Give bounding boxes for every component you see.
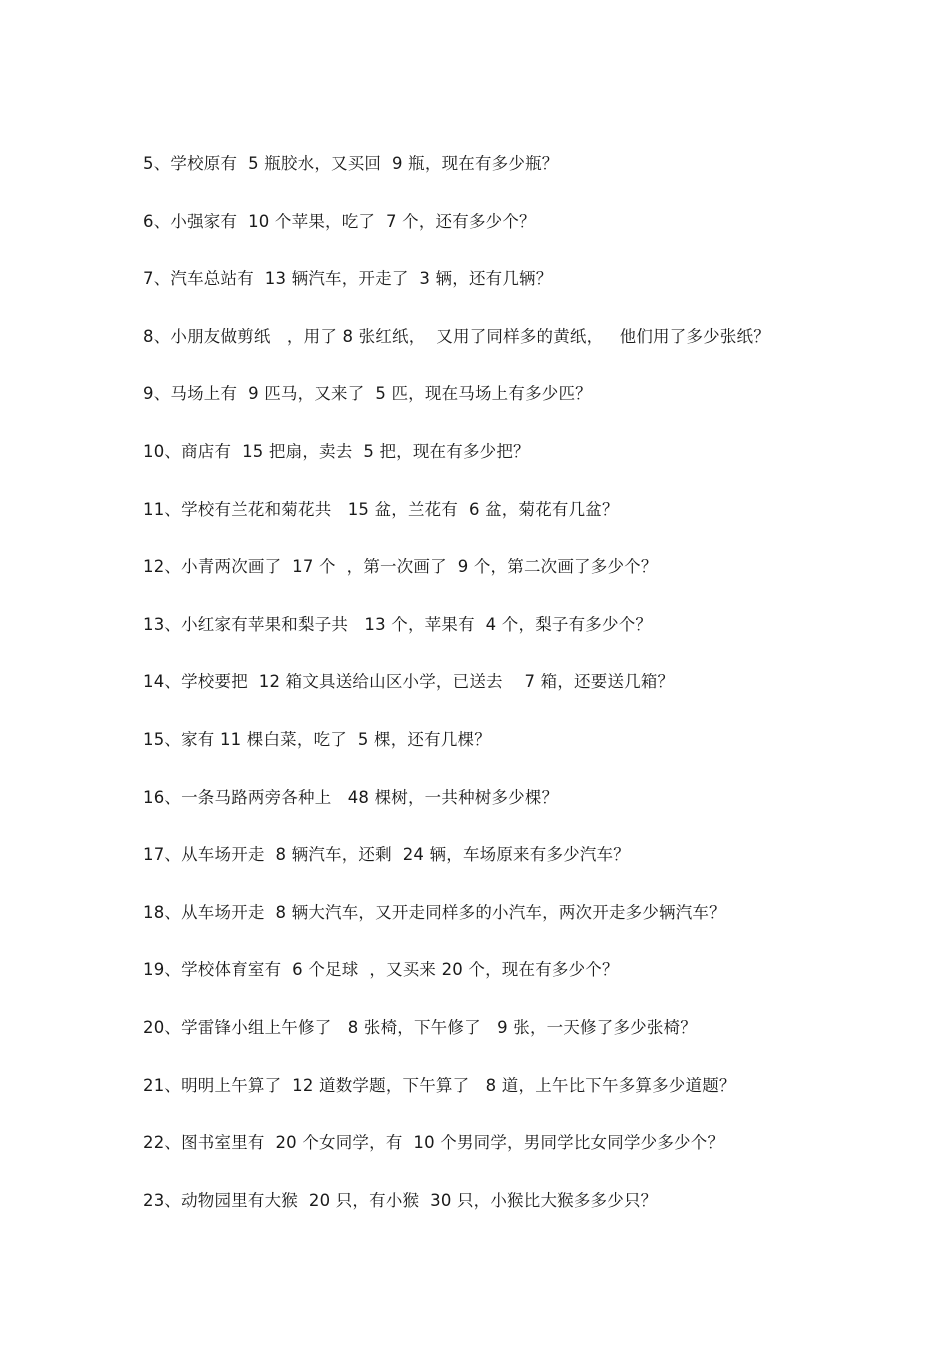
problem-14: 14、学校要把 12 箱文具送给山区小学，已送去 7 箱，还要送几箱？ xyxy=(143,672,675,692)
problem-13: 13、小红家有苹果和梨子共 13 个，苹果有 4 个，梨子有多少个？ xyxy=(143,614,653,634)
problem-21: 21、明明上午算了 12 道数学题，下午算了 8 道，上午比下午多算多少道题？ xyxy=(143,1075,736,1095)
problem-20: 20、学雷锋小组上午修了 8 张椅，下午修了 9 张，一天修了多少张椅？ xyxy=(143,1017,697,1037)
problem-23: 23、动物园里有大猴 20 只，有小猴 30 只，小猴比大猴多多少只？ xyxy=(143,1190,658,1210)
problem-15: 15、家有 11 棵白菜，吃了 5 棵，还有几棵？ xyxy=(143,729,491,749)
problem-8: 8、小朋友做剪纸 ，用了 8 张红纸， 又用了同样多的黄纸， 他们用了多少张纸？ xyxy=(143,326,770,346)
problem-19: 19、学校体育室有 6 个足球 ，又买来 20 个，现在有多少个？ xyxy=(143,960,619,980)
problem-10: 10、商店有 15 把扇，卖去 5 把，现在有多少把？ xyxy=(143,441,530,461)
problem-22: 22、图书室里有 20 个女同学，有 10 个男同学，男同学比女同学少多少个？ xyxy=(143,1133,725,1153)
problem-18: 18、从车场开走 8 辆大汽车，又开走同样多的小汽车，两次开走多少辆汽车？ xyxy=(143,902,726,922)
problem-12: 12、小青两次画了 17 个 ，第一次画了 9 个，第二次画了多少个？ xyxy=(143,557,658,577)
problem-9: 9、马场上有 9 匹马，又来了 5 匹，现在马场上有多少匹？ xyxy=(143,384,592,404)
problem-6: 6、小强家有 10 个苹果，吃了 7 个，还有多少个？ xyxy=(143,211,536,231)
problem-11: 11、学校有兰花和菊花共 15 盆，兰花有 6 盆，菊花有几盆？ xyxy=(143,499,619,519)
problem-16: 16、一条马路两旁各种上 48 棵树，一共种树多少棵？ xyxy=(143,787,559,807)
problem-7: 7、汽车总站有 13 辆汽车，开走了 3 辆，还有几辆？ xyxy=(143,269,553,289)
word-problem-list xyxy=(143,150,903,1244)
problem-5: 5、学校原有 5 瓶胶水，又买回 9 瓶，现在有多少瓶？ xyxy=(143,154,559,173)
problem-17: 17、从车场开走 8 辆汽车，还剩 24 辆，车场原来有多少汽车？ xyxy=(143,845,630,865)
